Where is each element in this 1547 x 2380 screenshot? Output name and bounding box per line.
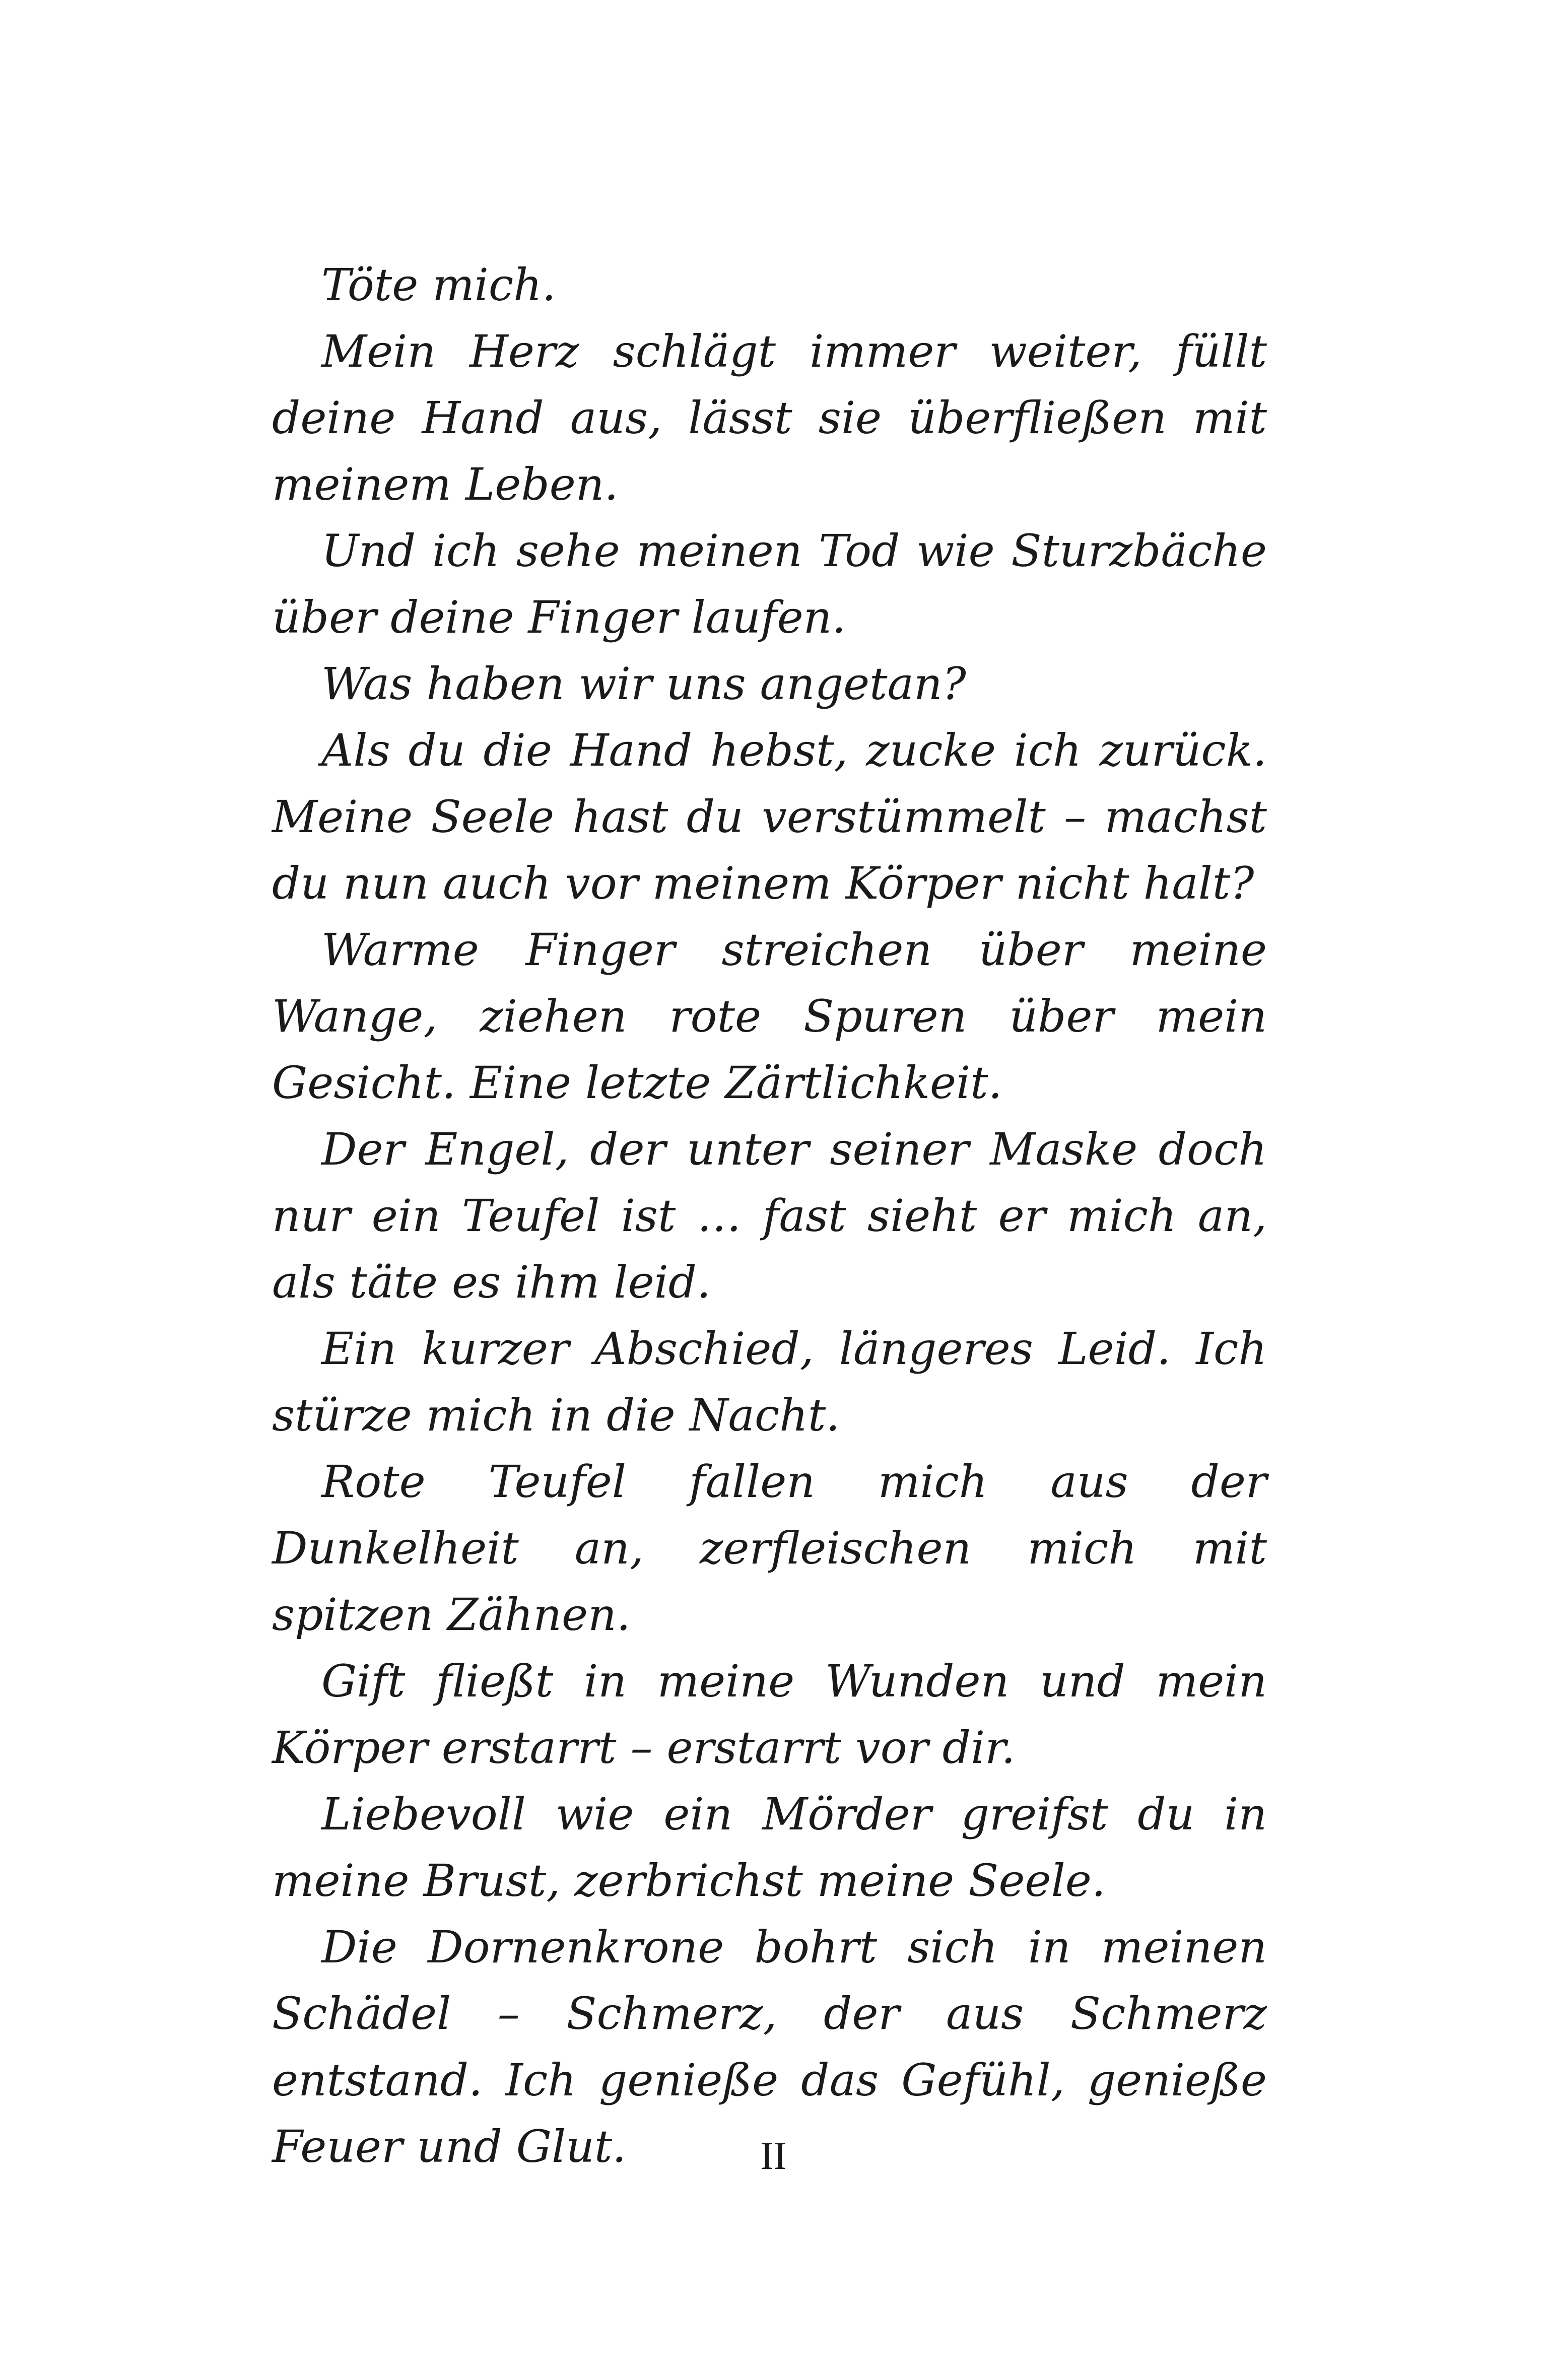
paragraph: Töte mich.	[321, 259, 556, 311]
paragraph: Rote Teufel fallen mich aus der Dunkelheit an, zerfleischen mich mit spitzen Zähnen.	[272, 1456, 1267, 1641]
paragraph: Und ich sehe meinen Tod wie Sturzbäche über deine Finger laufen.	[272, 525, 1267, 643]
paragraph: Was haben wir uns angetan?	[321, 658, 966, 710]
paragraph: Mein Herz schlägt immer weiter, füllt deine Hand aus, lässt sie überfließen mit meinem Leben.	[272, 325, 1267, 510]
paragraph: Der Engel, der unter seiner Maske doch nur ein Teufel ist … fast sieht er mich an, als täte es ihm leid.	[272, 1123, 1267, 1308]
page-number: II	[760, 2134, 787, 2178]
paragraph: Gift fließt in meine Wunden und mein Körper erstarrt – erstarrt vor dir.	[272, 1655, 1267, 1774]
paragraph: Die Dornenkrone bohrt sich in meinen Schädel – Schmerz, der aus Schmerz entstand. Ich genieße das Gefühl, genieße Feuer und Glut.	[272, 1921, 1267, 2172]
paragraph: Ein kurzer Abschied, längeres Leid. Ich stürze mich in die Nacht.	[272, 1323, 1267, 1441]
paragraph: Liebevoll wie ein Mörder greifst du in meine Brust, zerbrichst meine Seele.	[272, 1788, 1267, 1907]
paragraph: Als du die Hand hebst, zucke ich zurück. Meine Seele hast du verstümmelt – machst du nun auch vor meinem Körper nicht halt?	[272, 724, 1267, 909]
body-text	[272, 252, 1267, 2180]
paragraph: Warme Finger streichen über meine Wange, ziehen rote Spuren über mein Gesicht. Eine letzte Zärtlichkeit.	[272, 924, 1267, 1109]
